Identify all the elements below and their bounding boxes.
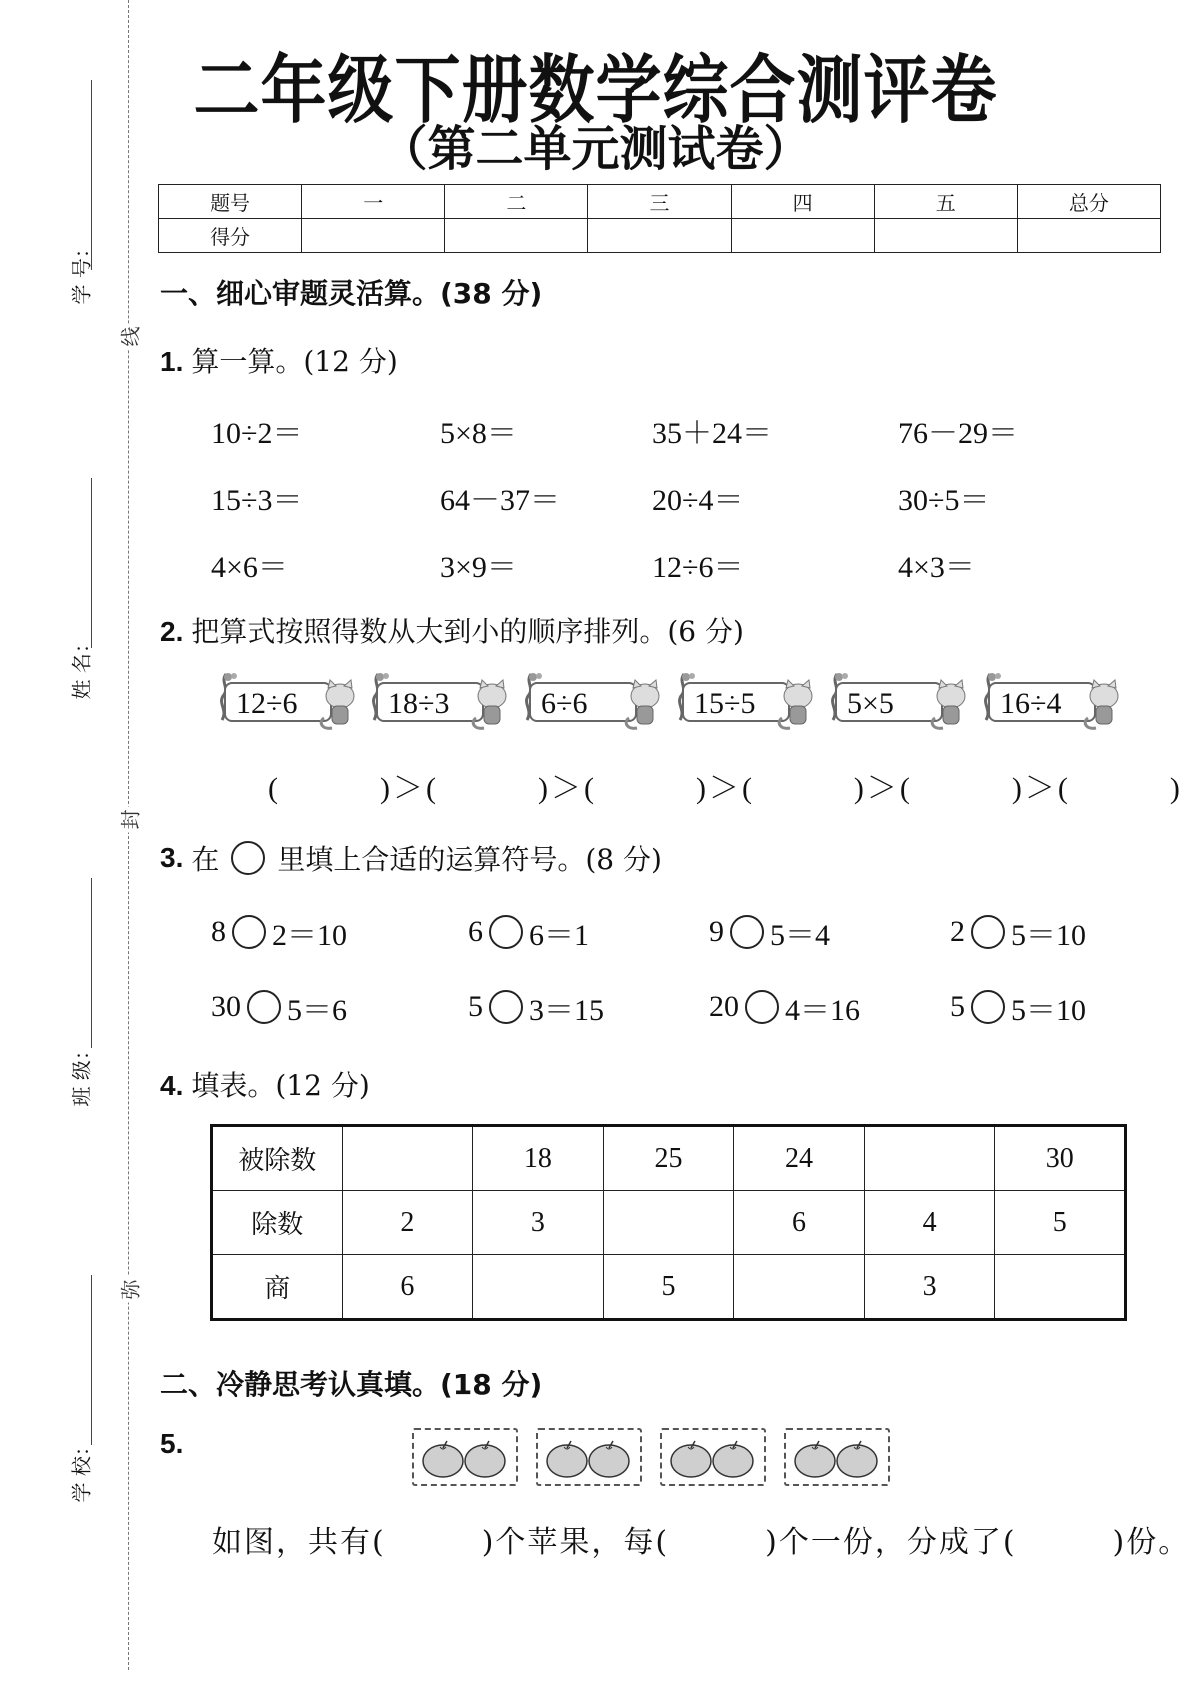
score-header-cell: 三 bbox=[588, 185, 731, 219]
apple-group bbox=[536, 1428, 642, 1486]
score-cell[interactable] bbox=[445, 219, 588, 253]
table-cell: 2 bbox=[342, 1191, 473, 1255]
operator-blank-circle[interactable] bbox=[489, 990, 523, 1024]
q4-number: 4. bbox=[160, 1070, 184, 1101]
q3-number: 3. bbox=[160, 842, 184, 873]
apple-icon bbox=[794, 1440, 836, 1478]
calc-expression: 30÷5＝ bbox=[898, 484, 990, 517]
operand-left: 2 bbox=[950, 915, 965, 948]
operator-blank-circle[interactable] bbox=[730, 915, 764, 949]
table-cell[interactable] bbox=[864, 1126, 995, 1191]
apple-icon bbox=[712, 1440, 754, 1478]
apple-icon bbox=[670, 1440, 712, 1478]
q3-header bbox=[160, 838, 662, 878]
class-label: 班 级： bbox=[69, 1040, 94, 1107]
divisor-row bbox=[212, 1191, 1126, 1255]
q4-header bbox=[160, 1064, 370, 1104]
operand-right: 6＝1 bbox=[529, 919, 589, 952]
table-cell: 6 bbox=[342, 1255, 473, 1320]
score-table-score-row bbox=[159, 219, 1161, 253]
score-table bbox=[158, 184, 1161, 253]
expression-card bbox=[218, 678, 358, 728]
score-header-cell: 四 bbox=[731, 185, 874, 219]
q5-question-text[interactable]: 如图，共有( )个苹果，每( )个一份，分成了( )份。 bbox=[212, 1525, 1191, 1560]
score-cell[interactable] bbox=[588, 219, 731, 253]
cut-line bbox=[128, 0, 129, 1670]
expression-card bbox=[523, 678, 663, 728]
score-cell[interactable] bbox=[1017, 219, 1160, 253]
operator-fill-item bbox=[468, 910, 589, 954]
score-header-cell: 二 bbox=[445, 185, 588, 219]
score-header-cell: 一 bbox=[302, 185, 445, 219]
table-cell: 25 bbox=[603, 1126, 734, 1191]
name-label: 姓 名： bbox=[69, 633, 94, 700]
q2-title: 把算式按照得数从大到小的顺序排列。(6 分) bbox=[191, 615, 744, 648]
operator-blank-circle[interactable] bbox=[247, 990, 281, 1024]
q3-title-after: 里填上合适的运算符号。(8 分) bbox=[277, 843, 662, 876]
apple-icon bbox=[546, 1440, 588, 1478]
calc-expression: 4×6＝ bbox=[211, 551, 288, 584]
apple-group bbox=[412, 1428, 518, 1486]
operand-right: 5＝4 bbox=[770, 919, 830, 952]
q4-title: 填表。(12 分) bbox=[191, 1069, 370, 1102]
cat-icon bbox=[776, 678, 816, 732]
q5-number: 5. bbox=[160, 1428, 184, 1459]
card-expression: 12÷6 bbox=[224, 682, 332, 722]
calc-expression: 35＋24＝ bbox=[652, 417, 772, 450]
page-subtitle: （第二单元测试卷） bbox=[379, 121, 812, 177]
q2-header bbox=[160, 610, 744, 650]
calc-expression: 12÷6＝ bbox=[652, 551, 744, 584]
apple-group bbox=[784, 1428, 890, 1486]
table-cell: 3 bbox=[473, 1191, 604, 1255]
cat-icon bbox=[929, 678, 969, 732]
apple-group bbox=[660, 1428, 766, 1486]
score-table-header-row bbox=[159, 185, 1161, 219]
quotient-row bbox=[212, 1255, 1126, 1320]
row-label: 商 bbox=[212, 1255, 343, 1320]
student-id-label: 学 号： bbox=[69, 238, 94, 305]
section-2-heading: 二、冷静思考认真填。(18 分) bbox=[160, 1368, 543, 1401]
dividend-row bbox=[212, 1126, 1126, 1191]
operator-blank-circle[interactable] bbox=[745, 990, 779, 1024]
expression-card bbox=[982, 678, 1122, 728]
cut-label-line: 线 bbox=[115, 324, 144, 350]
operand-left: 6 bbox=[468, 915, 483, 948]
q1-title: 算一算。(12 分) bbox=[191, 345, 398, 378]
cut-label-seal: 封 bbox=[115, 807, 144, 833]
school-line[interactable] bbox=[91, 1275, 92, 1445]
card-expression: 18÷3 bbox=[376, 682, 484, 722]
operator-blank-circle[interactable] bbox=[489, 915, 523, 949]
table-cell: 24 bbox=[734, 1126, 865, 1191]
operand-left: 9 bbox=[709, 915, 724, 948]
operator-fill-item bbox=[950, 910, 1086, 954]
operator-blank-circle[interactable] bbox=[232, 915, 266, 949]
table-cell: 5 bbox=[995, 1191, 1126, 1255]
operand-left: 5 bbox=[468, 990, 483, 1023]
apple-icon bbox=[464, 1440, 506, 1478]
expression-card bbox=[829, 678, 969, 728]
table-cell: 30 bbox=[995, 1126, 1126, 1191]
calc-expression: 10÷2＝ bbox=[211, 417, 303, 450]
operand-left: 20 bbox=[709, 990, 739, 1023]
page-title: 二年级下册数学综合测评卷 bbox=[193, 47, 998, 134]
calc-expression: 4×3＝ bbox=[898, 551, 975, 584]
cut-label-close: 弥 bbox=[115, 1277, 144, 1303]
table-cell: 3 bbox=[864, 1255, 995, 1320]
cat-icon bbox=[623, 678, 663, 732]
operator-blank-circle[interactable] bbox=[971, 915, 1005, 949]
operand-right: 5＝10 bbox=[1011, 919, 1086, 952]
score-header-cell: 五 bbox=[874, 185, 1017, 219]
score-cell[interactable] bbox=[302, 219, 445, 253]
division-table bbox=[210, 1124, 1127, 1321]
calc-expression: 20÷4＝ bbox=[652, 484, 744, 517]
operator-blank-circle[interactable] bbox=[971, 990, 1005, 1024]
circle-icon bbox=[231, 841, 265, 875]
apple-icon bbox=[836, 1440, 878, 1478]
operand-right: 5＝6 bbox=[287, 994, 347, 1027]
operator-fill-item bbox=[468, 985, 604, 1029]
expression-card bbox=[370, 678, 510, 728]
apple-icon bbox=[588, 1440, 630, 1478]
name-line[interactable] bbox=[91, 478, 92, 648]
table-cell[interactable] bbox=[342, 1126, 473, 1191]
score-cell[interactable] bbox=[731, 219, 874, 253]
cat-icon bbox=[470, 678, 510, 732]
q3-title-before: 在 bbox=[191, 843, 220, 876]
cat-icon bbox=[318, 678, 358, 732]
operator-fill-item bbox=[211, 985, 347, 1029]
score-header-cell: 题号 bbox=[159, 185, 302, 219]
operand-right: 2＝10 bbox=[272, 919, 347, 952]
table-cell: 18 bbox=[473, 1126, 604, 1191]
score-cell[interactable] bbox=[874, 219, 1017, 253]
operand-left: 5 bbox=[950, 990, 965, 1023]
card-expression: 6÷6 bbox=[529, 682, 637, 722]
calc-expression: 5×8＝ bbox=[440, 417, 517, 450]
calc-expression: 64－37＝ bbox=[440, 484, 560, 517]
score-header-cell: 总分 bbox=[1017, 185, 1160, 219]
school-label: 学 校： bbox=[69, 1436, 94, 1503]
calc-expression: 15÷3＝ bbox=[211, 484, 303, 517]
operand-left: 8 bbox=[211, 915, 226, 948]
operand-left: 30 bbox=[211, 990, 241, 1023]
operand-right: 4＝16 bbox=[785, 994, 860, 1027]
card-expression: 16÷4 bbox=[988, 682, 1096, 722]
operand-right: 5＝10 bbox=[1011, 994, 1086, 1027]
calc-expression: 3×9＝ bbox=[440, 551, 517, 584]
cat-icon bbox=[1082, 678, 1122, 732]
table-cell: 6 bbox=[734, 1191, 865, 1255]
section-1-heading: 一、细心审题灵活算。(38 分) bbox=[160, 277, 543, 310]
card-expression: 15÷5 bbox=[682, 682, 790, 722]
table-cell: 4 bbox=[864, 1191, 995, 1255]
row-label: 除数 bbox=[212, 1191, 343, 1255]
table-cell[interactable] bbox=[603, 1191, 734, 1255]
card-expression: 5×5 bbox=[835, 682, 943, 722]
operator-fill-item bbox=[211, 910, 347, 954]
table-cell: 5 bbox=[603, 1255, 734, 1320]
apple-icon bbox=[422, 1440, 464, 1478]
row-label: 被除数 bbox=[212, 1126, 343, 1191]
table-cell[interactable] bbox=[995, 1255, 1126, 1320]
calc-expression: 76－29＝ bbox=[898, 417, 1018, 450]
order-answer-line[interactable]: ( )＞( )＞( )＞( )＞( )＞( ) bbox=[268, 772, 1183, 805]
operand-right: 3＝15 bbox=[529, 994, 604, 1027]
q1-header bbox=[160, 340, 398, 380]
table-cell[interactable] bbox=[734, 1255, 865, 1320]
operator-fill-item bbox=[709, 910, 830, 954]
score-row-label: 得分 bbox=[159, 219, 302, 253]
class-line[interactable] bbox=[91, 878, 92, 1048]
operator-fill-item bbox=[709, 985, 860, 1029]
table-cell[interactable] bbox=[473, 1255, 604, 1320]
operator-fill-item bbox=[950, 985, 1086, 1029]
q1-number: 1. bbox=[160, 346, 184, 377]
expression-card bbox=[676, 678, 816, 728]
q2-number: 2. bbox=[160, 616, 184, 647]
